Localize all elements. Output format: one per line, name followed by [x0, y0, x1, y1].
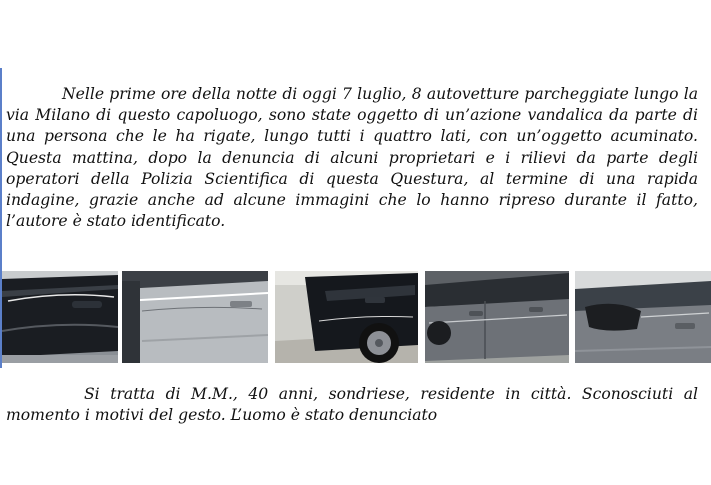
article-paragraph-2: Si tratta di M.M., 40 anni, sondriese, residente in città. Sconosciuti al momento i motivi del gesto. L’uomo è stato denunciato: [6, 385, 698, 425]
photo-scratched-car-5: [575, 271, 711, 363]
photo-scratched-car-4: [425, 271, 569, 363]
photo-scratched-car-3: [275, 271, 418, 363]
article-paragraph-1: Nelle prime ore della notte di oggi 7 luglio, 8 autovetture parcheggiate lungo la via Milano di questo capoluogo, sono state oggetto di un’azione vandalica da parte di una persona che le ha rigate, lungo tutti i quattro lati, con un’oggetto acuminato. Questa mattina, dopo la denuncia di alcuni proprietari e i rilievi da parte degli operatori della Polizia Scientifica di questa Questura, al termine di una rapida indagine, grazie anche ad alcune immagini che lo hanno ripreso durante il fatto, l’autore è stato identificato.: [6, 85, 698, 231]
photo-strip: [0, 271, 711, 363]
photo-scratched-car-1: [2, 271, 118, 363]
photo-scratched-car-2: [122, 271, 268, 363]
